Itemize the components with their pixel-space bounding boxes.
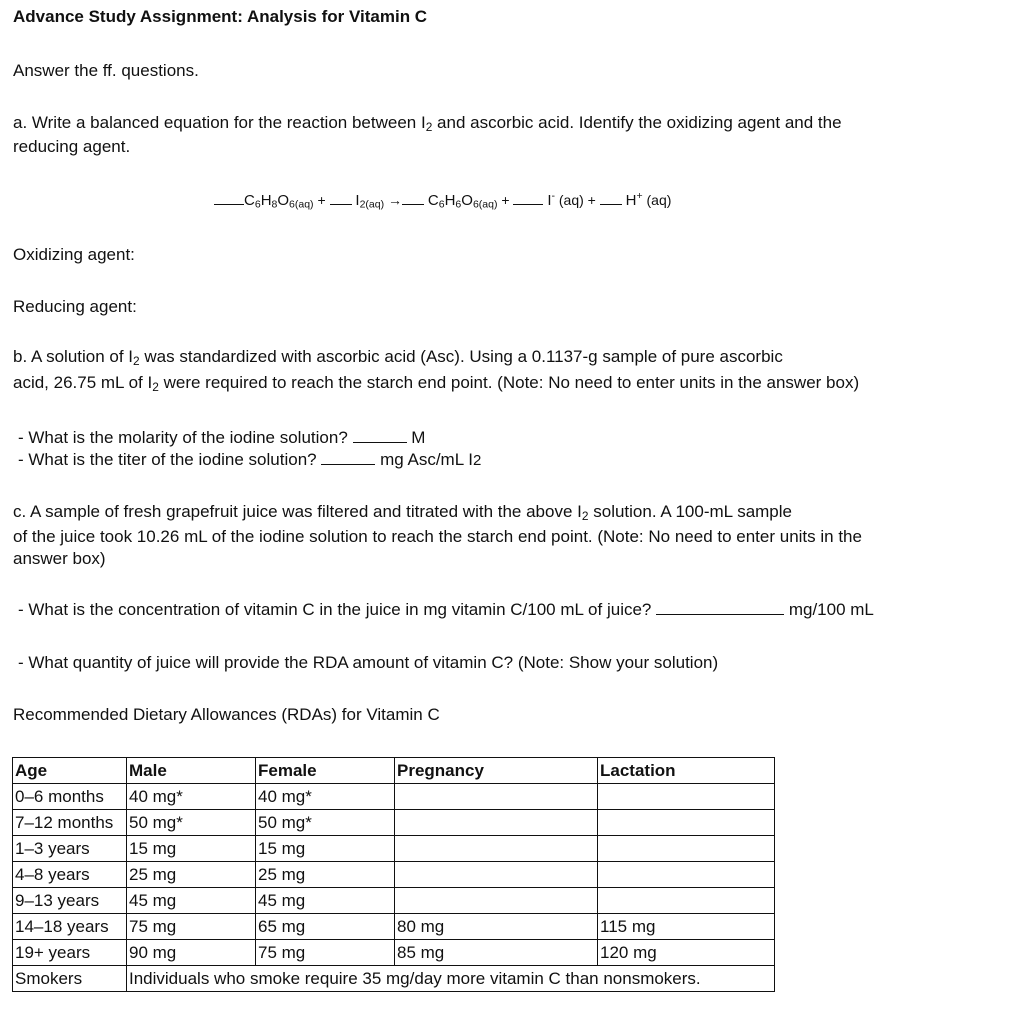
coef-blank-3[interactable]	[402, 190, 424, 205]
cell-male: 45 mg	[127, 888, 256, 914]
cell-male: 90 mg	[127, 940, 256, 966]
cell-age: 4–8 years	[13, 862, 127, 888]
intro-text: Answer the ff. questions.	[13, 61, 199, 80]
molarity-answer-blank[interactable]	[353, 428, 407, 443]
table-row	[13, 914, 775, 940]
cell-lactation: 115 mg	[598, 914, 775, 940]
cell-age: 19+ years	[13, 940, 127, 966]
concentration-question: - What is the concentration of vitamin C in the juice in mg vitamin C/100 mL of juice? mg/100 mL	[18, 600, 874, 619]
coef-blank-4[interactable]	[513, 190, 543, 205]
reaction-equation: $C_6H_8O_{6(aq)} + I_{2(aq)} \to C_6H_6O_{6(aq)} + I^-$ (aq) + H+ (aq)	[214, 190, 671, 209]
reducing-agent-label: Reducing agent:	[13, 297, 137, 316]
cell-pregnancy	[395, 888, 598, 914]
cell-pregnancy	[395, 810, 598, 836]
cell-age: 7–12 months	[13, 810, 127, 836]
part-a-question-line1: a. Write a balanced equation for the reaction between $I_2$ and ascorbic acid. Identify the oxidizing agent and the	[13, 113, 842, 134]
cell-age: Smokers	[13, 966, 127, 992]
cell-female: 75 mg	[256, 940, 395, 966]
cell-pregnancy	[395, 784, 598, 810]
cell-female: 40 mg*	[256, 784, 395, 810]
concentration-answer-blank[interactable]	[656, 600, 784, 615]
part-b-line1: b. A solution of $I_2$ was standardized with ascorbic acid (Asc). Using a 0.1137-g sample of pure ascorbic	[13, 347, 783, 368]
table-title: Recommended Dietary Allowances (RDAs) for Vitamin C	[13, 705, 440, 724]
coef-blank-1[interactable]	[214, 190, 244, 205]
cell-age: 9–13 years	[13, 888, 127, 914]
cell-lactation	[598, 784, 775, 810]
cell-pregnancy	[395, 862, 598, 888]
molarity-question: - What is the molarity of the iodine solution? M	[18, 428, 426, 447]
table-row	[13, 862, 775, 888]
cell-pregnancy: 85 mg	[395, 940, 598, 966]
cell-male: 40 mg*	[127, 784, 256, 810]
quantity-question: - What quantity of juice will provide the RDA amount of vitamin C? (Note: Show your solution)	[18, 653, 719, 672]
cell-male: 75 mg	[127, 914, 256, 940]
header-age: Age	[13, 758, 127, 784]
table-row	[13, 810, 775, 836]
cell-lactation	[598, 862, 775, 888]
cell-pregnancy: 80 mg	[395, 914, 598, 940]
table-row	[13, 836, 775, 862]
cell-female: 50 mg*	[256, 810, 395, 836]
cell-male: 25 mg	[127, 862, 256, 888]
table-row	[13, 888, 775, 914]
rda-table	[12, 757, 775, 992]
part-c-line2: of the juice took 10.26 mL of the iodine solution to reach the starch end point. (Note: No need to enter units in the	[13, 527, 862, 546]
header-lactation: Lactation	[598, 758, 775, 784]
header-female: Female	[256, 758, 395, 784]
table-header-row	[13, 758, 775, 784]
cell-age: 1–3 years	[13, 836, 127, 862]
cell-lactation	[598, 836, 775, 862]
cell-age: 0–6 months	[13, 784, 127, 810]
cell-age: 14–18 years	[13, 914, 127, 940]
smokers-row	[13, 966, 775, 992]
coef-blank-5[interactable]	[600, 190, 622, 205]
cell-male: 15 mg	[127, 836, 256, 862]
cell-female: 45 mg	[256, 888, 395, 914]
coef-blank-2[interactable]	[330, 190, 352, 205]
part-a-question-line2: reducing agent.	[13, 137, 131, 156]
cell-lactation	[598, 888, 775, 914]
cell-female: 25 mg	[256, 862, 395, 888]
oxidizing-agent-label: Oxidizing agent:	[13, 245, 135, 264]
titer-answer-blank[interactable]	[321, 450, 375, 465]
table-row	[13, 784, 775, 810]
cell-female: 15 mg	[256, 836, 395, 862]
table-row	[13, 940, 775, 966]
cell-female: 65 mg	[256, 914, 395, 940]
part-c-line3: answer box)	[13, 549, 106, 568]
cell-male: 50 mg*	[127, 810, 256, 836]
cell-lactation	[598, 810, 775, 836]
header-male: Male	[127, 758, 256, 784]
page-title: Advance Study Assignment: Analysis for Vitamin C	[13, 7, 428, 26]
cell-pregnancy	[395, 836, 598, 862]
header-pregnancy: Pregnancy	[395, 758, 598, 784]
smokers-note: Individuals who smoke require 35 mg/day more vitamin C than nonsmokers.	[127, 966, 775, 992]
part-b-line2: acid, 26.75 mL of $I_2$ were required to reach the starch end point. (Note: No need to enter units in the answer box)	[13, 373, 860, 394]
titer-question: - What is the titer of the iodine solution? mg Asc/mL I2	[18, 450, 482, 469]
cell-lactation: 120 mg	[598, 940, 775, 966]
part-c-line1: c. A sample of fresh grapefruit juice was filtered and titrated with the above $I_2$ solution. A 100-mL sample	[13, 502, 792, 523]
